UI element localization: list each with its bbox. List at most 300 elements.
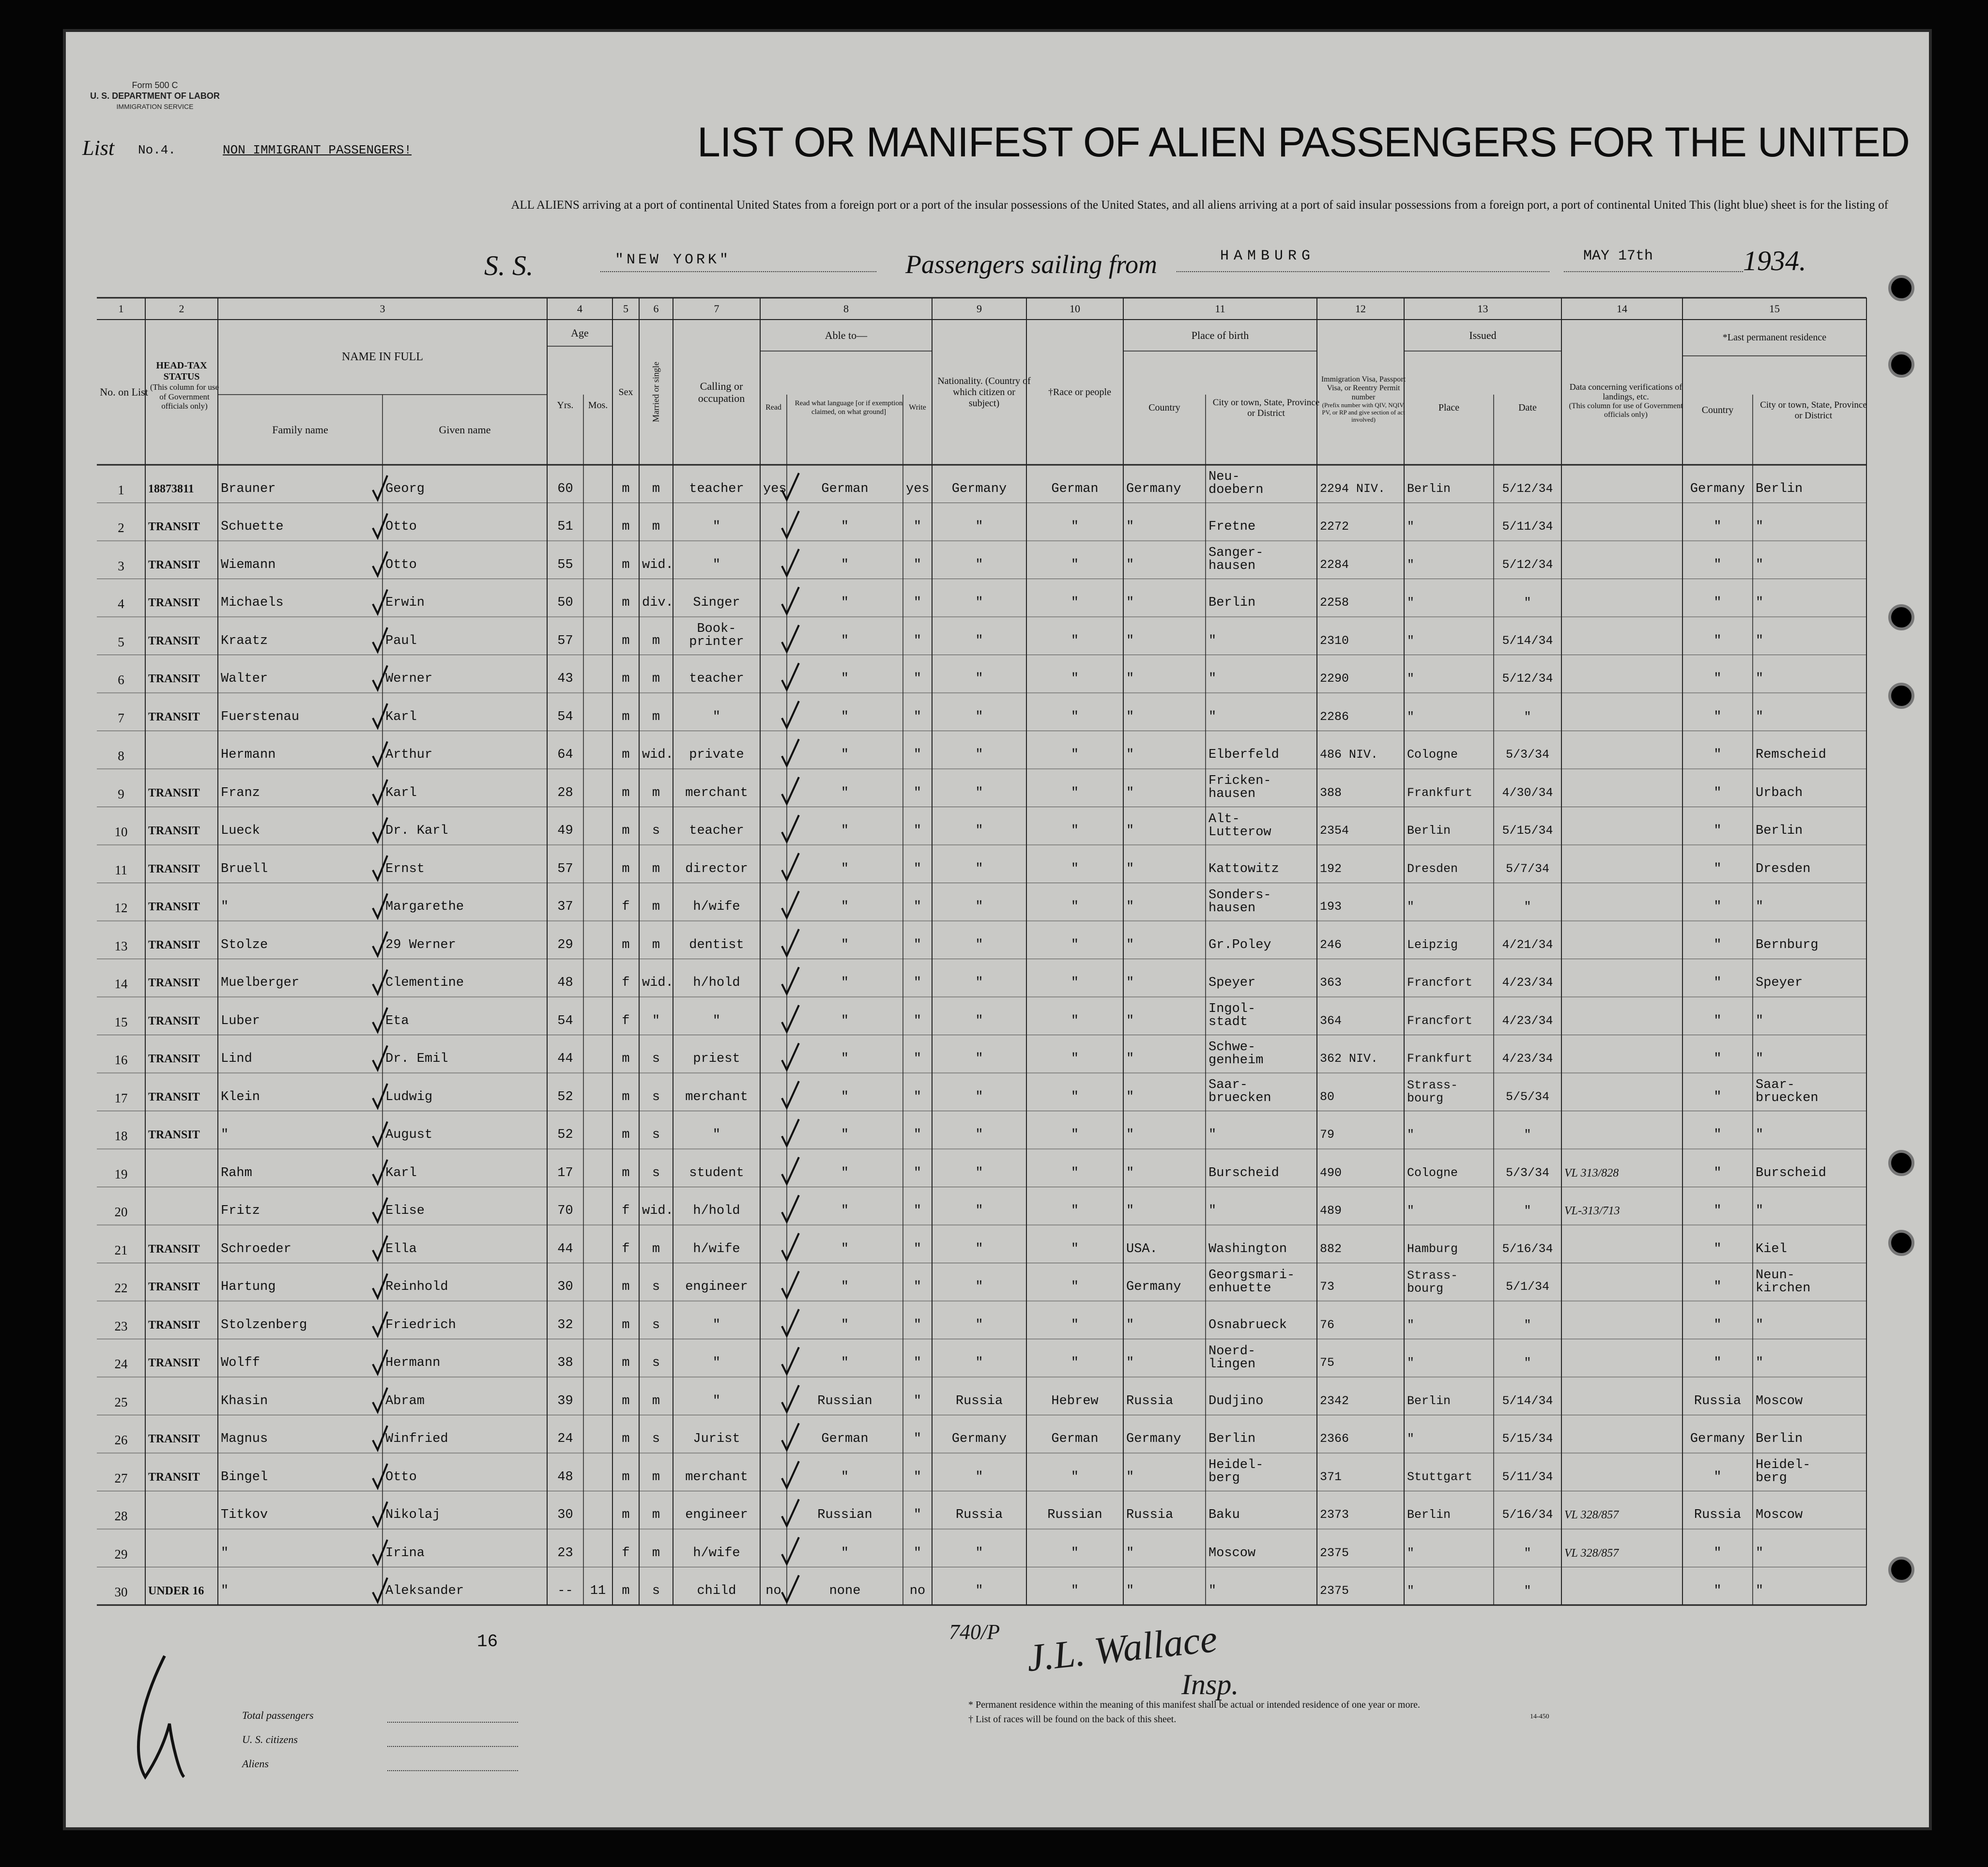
cell-iplace: Dresden — [1407, 861, 1458, 876]
cell-nat: " — [975, 1241, 983, 1256]
cell-occ: h/wife — [693, 1241, 740, 1256]
column-number: 10 — [1070, 302, 1080, 315]
cell-bcity: " — [1208, 633, 1217, 648]
cell-occ: teacher — [689, 481, 744, 496]
cell-visa: 80 — [1320, 1089, 1335, 1104]
column-number: 12 — [1355, 302, 1366, 315]
cell-rcity: Berlin — [1756, 1432, 1803, 1446]
cell-nat: " — [975, 1204, 983, 1218]
cell-race: " — [1070, 1013, 1079, 1028]
cell-bcountry: Germany — [1126, 1280, 1181, 1294]
cell-race: " — [1070, 1241, 1079, 1256]
cell-bcountry: " — [1126, 596, 1134, 610]
cell-visa: 2375 — [1320, 1584, 1349, 1598]
cell-ms: m — [652, 1393, 660, 1408]
column-number: 6 — [653, 302, 659, 315]
cell-nat: " — [975, 976, 983, 990]
cell-sex: m — [622, 785, 630, 800]
cell-rcountry: " — [1713, 1241, 1722, 1256]
cell-lang: Russian — [817, 1508, 872, 1522]
cell-yrs: 39 — [557, 1393, 573, 1408]
cell-tax: TRANSIT — [148, 825, 200, 837]
cell-sex: m — [622, 709, 630, 724]
cell-visa: 486 NIV. — [1320, 748, 1378, 762]
cell-visa: 76 — [1320, 1317, 1335, 1332]
cell-lang: " — [841, 937, 849, 952]
column-number: 1 — [118, 302, 124, 315]
row-number: 11 — [115, 862, 127, 877]
header-years: Yrs. — [557, 400, 574, 411]
cell-idate: 5/12/34 — [1502, 672, 1553, 686]
cell-sex: m — [622, 1508, 630, 1522]
cell-bcity: Moscow — [1208, 1546, 1256, 1561]
header-birth-country: Country — [1148, 402, 1180, 413]
row-number: 24 — [114, 1357, 128, 1371]
cell-given: Werner — [385, 672, 433, 686]
aliens-label: Aliens — [242, 1758, 269, 1770]
cell-sex: m — [622, 481, 630, 496]
cell-lang: " — [841, 1128, 849, 1142]
cell-bcountry: " — [1126, 1089, 1134, 1104]
column-number: 11 — [1215, 302, 1225, 315]
cell-family: Lueck — [221, 824, 260, 838]
header-read-language: Read what language [or if exemption claimed, on what ground] — [795, 399, 903, 416]
cell-idate: " — [1524, 709, 1531, 724]
total-passengers-label: Total passengers — [242, 1709, 314, 1721]
column-number: 15 — [1769, 302, 1780, 315]
row-number: 12 — [114, 901, 128, 915]
binder-hole — [1888, 683, 1914, 709]
cell-iplace: Stuttgart — [1407, 1469, 1473, 1484]
cell-ms: m — [652, 520, 660, 534]
cell-bcountry: " — [1126, 1128, 1134, 1142]
cell-given: Friedrich — [385, 1317, 456, 1332]
cell-bcity: Baku — [1208, 1508, 1240, 1522]
cell-occ: child — [697, 1584, 736, 1598]
header-no-on-list: No. on List — [100, 386, 148, 398]
cell-lang: " — [841, 1013, 849, 1028]
header-race: †Race or people — [1048, 386, 1111, 398]
cell-occ: h/hold — [693, 1204, 740, 1218]
cell-rcountry: " — [1713, 976, 1722, 990]
cell-given: Margarethe — [385, 900, 464, 914]
cell-family: Stolzenberg — [221, 1317, 307, 1332]
cell-bcity: " — [1208, 709, 1217, 724]
cell-ms: wid. — [642, 976, 673, 990]
header-months: Mos. — [588, 400, 608, 411]
cell-family: Fuerstenau — [221, 709, 300, 724]
cell-idate: 5/14/34 — [1502, 1393, 1553, 1408]
cell-nat: " — [975, 1469, 983, 1484]
cell-visa: 73 — [1320, 1280, 1335, 1294]
cell-race: German — [1051, 481, 1099, 496]
cell-rcountry: " — [1713, 1469, 1722, 1484]
cell-yrs: 23 — [557, 1546, 573, 1561]
cell-visa: 388 — [1320, 785, 1342, 800]
cell-lang: " — [841, 709, 849, 724]
cell-write: " — [913, 1317, 922, 1332]
cell-family: " — [221, 1128, 229, 1142]
row-number: 20 — [114, 1205, 128, 1219]
cell-bcity: Osnabrueck — [1208, 1317, 1287, 1332]
cell-bcountry: " — [1126, 1469, 1134, 1484]
cell-visa: 2290 — [1320, 672, 1349, 686]
cell-race: " — [1070, 937, 1079, 952]
cell-family: Wiemann — [221, 557, 276, 572]
cell-visa: 193 — [1320, 900, 1342, 914]
cell-rcity: Neun- kirchen — [1756, 1268, 1811, 1296]
cell-sex: f — [622, 1204, 630, 1218]
cell-rcity: " — [1756, 1013, 1764, 1028]
cell-rcountry: " — [1713, 748, 1722, 762]
row-number: 16 — [114, 1053, 128, 1067]
header-given-name: Given name — [439, 423, 491, 436]
cell-rcity: " — [1756, 557, 1764, 572]
cell-family: Schuette — [221, 520, 284, 534]
cell-sex: m — [622, 633, 630, 648]
cell-ms: " — [652, 1013, 660, 1028]
cell-sex: m — [622, 672, 630, 686]
cell-rcountry: " — [1713, 633, 1722, 648]
cell-idate: " — [1524, 1204, 1531, 1218]
cell-lang: " — [841, 557, 849, 572]
cell-given: Nikolaj — [385, 1508, 441, 1522]
cell-write: " — [913, 672, 922, 686]
inspector-title: Insp. — [1181, 1668, 1239, 1700]
cell-bcountry: Germany — [1126, 481, 1181, 496]
cell-ms: m — [652, 1469, 660, 1484]
cell-iplace: Berlin — [1407, 481, 1451, 496]
cell-rcity: Moscow — [1756, 1393, 1803, 1408]
cell-write: " — [913, 1469, 922, 1484]
row-number: 29 — [114, 1546, 128, 1561]
cell-race: " — [1070, 1280, 1079, 1294]
cell-ver: VL 313/828 — [1564, 1166, 1619, 1179]
cell-yrs: 30 — [557, 1280, 573, 1294]
cell-nat: Germany — [951, 481, 1007, 496]
binder-hole — [1888, 1557, 1914, 1583]
cell-occ: engineer — [685, 1508, 748, 1522]
cell-write: " — [913, 785, 922, 800]
cell-lang: " — [841, 596, 849, 610]
cell-ms: s — [652, 1128, 660, 1142]
cell-nat: " — [975, 1165, 983, 1180]
cell-race: " — [1070, 520, 1079, 534]
row-number: 17 — [114, 1090, 128, 1105]
total-line — [387, 1722, 518, 1723]
cell-race: " — [1070, 1204, 1079, 1218]
header-residence-city: City or town, State, Province or District — [1760, 399, 1867, 421]
cell-race: " — [1070, 976, 1079, 990]
cell-ms: s — [652, 1052, 660, 1066]
cell-write: " — [913, 1432, 922, 1446]
cell-bcity: Speyer — [1208, 976, 1256, 990]
cell-yrs: 55 — [557, 557, 573, 572]
cell-iplace: " — [1407, 557, 1415, 572]
cell-race: " — [1070, 709, 1079, 724]
header-last-residence: *Last permanent residence — [1722, 332, 1827, 343]
cell-iplace: Cologne — [1407, 1165, 1458, 1180]
cell-rcity: Urbach — [1756, 785, 1803, 800]
row-number: 4 — [118, 597, 124, 611]
cell-idate: 5/15/34 — [1502, 824, 1553, 838]
cell-ms: s — [652, 1280, 660, 1294]
ship-name: "NEW YORK" — [615, 252, 732, 268]
cell-idate: 5/7/34 — [1505, 861, 1549, 876]
column-number: 3 — [380, 302, 385, 315]
cell-idate: 4/23/34 — [1502, 1052, 1553, 1066]
cell-idate: 5/12/34 — [1502, 481, 1553, 496]
cell-visa: 2366 — [1320, 1432, 1349, 1446]
binder-hole — [1888, 604, 1914, 630]
cell-family: Kraatz — [221, 633, 268, 648]
cell-family: Wolff — [221, 1356, 260, 1370]
cell-given: Georg — [385, 481, 425, 496]
cell-sex: f — [622, 900, 630, 914]
cell-lang: " — [841, 785, 849, 800]
cell-ms: s — [652, 1584, 660, 1598]
cell-lang: " — [841, 1469, 849, 1484]
cell-iplace: Francfort — [1407, 1013, 1473, 1028]
form-department: U. S. DEPARTMENT OF LABOR — [90, 91, 220, 101]
cell-bcity: Sanger- hausen — [1208, 546, 1264, 573]
cell-rcountry: Russia — [1694, 1393, 1742, 1408]
cell-bcountry: " — [1126, 1584, 1134, 1598]
cell-bcountry: " — [1126, 1204, 1134, 1218]
us-citizens-label: U. S. citizens — [242, 1733, 298, 1745]
cell-given: Paul — [385, 633, 417, 648]
cell-ver: VL-313/713 — [1564, 1205, 1620, 1217]
cell-bcity: Burscheid — [1208, 1165, 1279, 1180]
cell-bcountry: " — [1126, 976, 1134, 990]
cell-rcity: Berlin — [1756, 481, 1803, 496]
cell-iplace: Frankfurt — [1407, 1052, 1473, 1066]
cell-sex: f — [622, 976, 630, 990]
cell-yrs: 48 — [557, 976, 573, 990]
cell-lang: " — [841, 976, 849, 990]
cell-nat: " — [975, 1356, 983, 1370]
cell-rcity: " — [1756, 1356, 1764, 1370]
cell-write: " — [913, 557, 922, 572]
cell-occ: Jurist — [693, 1432, 740, 1446]
row-number: 21 — [114, 1242, 128, 1257]
cell-visa: 2310 — [1320, 633, 1349, 648]
cell-rcountry: " — [1713, 1128, 1722, 1142]
column-number: 8 — [843, 302, 849, 315]
cell-nat: " — [975, 520, 983, 534]
cell-occ: Singer — [693, 596, 740, 610]
cell-idate: " — [1524, 1356, 1531, 1370]
cell-family: Bingel — [221, 1469, 268, 1484]
cell-bcountry: " — [1126, 1052, 1134, 1066]
cell-ms: wid. — [642, 557, 673, 572]
departure-date: MAY 17th — [1583, 248, 1653, 264]
cell-bcity: " — [1208, 1128, 1217, 1142]
cell-sex: f — [622, 1241, 630, 1256]
cell-iplace: Hamburg — [1407, 1241, 1458, 1256]
cell-bcity: Berlin — [1208, 1432, 1256, 1446]
cell-ms: s — [652, 824, 660, 838]
cell-occ: " — [712, 1393, 721, 1408]
cell-race: " — [1070, 633, 1079, 648]
cell-bcountry: Germany — [1126, 1432, 1181, 1446]
cell-occ: " — [712, 709, 721, 724]
cell-visa: 2284 — [1320, 557, 1349, 572]
cell-idate: 5/12/34 — [1502, 557, 1553, 572]
cell-given: Otto — [385, 1469, 417, 1484]
cell-nat: " — [975, 861, 983, 876]
cell-ver: VL 328/857 — [1564, 1546, 1619, 1560]
cell-iplace: " — [1407, 520, 1415, 534]
cell-rcity: " — [1756, 1546, 1764, 1561]
cell-idate: 5/11/34 — [1502, 520, 1553, 534]
cell-lang: none — [829, 1584, 861, 1598]
cell-rcountry: " — [1713, 1089, 1722, 1104]
cell-lang: " — [841, 748, 849, 762]
cell-tax: UNDER 16 — [148, 1585, 204, 1597]
row-number: 13 — [114, 938, 128, 953]
cell-rcity: Kiel — [1756, 1241, 1787, 1256]
cell-write: " — [913, 1128, 922, 1142]
cell-write: " — [913, 937, 922, 952]
cell-rcountry: " — [1713, 861, 1722, 876]
cell-write: " — [913, 1546, 922, 1561]
cell-lang: " — [841, 1317, 849, 1332]
cell-race: " — [1070, 1052, 1079, 1066]
cell-ms: s — [652, 1317, 660, 1332]
row-number: 8 — [118, 749, 124, 763]
cell-family: Klein — [221, 1089, 260, 1104]
header-calling: Calling or occupation — [698, 380, 745, 404]
cell-bcountry: " — [1126, 633, 1134, 648]
cell-write: " — [913, 1241, 922, 1256]
cell-write: " — [913, 1393, 922, 1408]
cell-bcountry: " — [1126, 557, 1134, 572]
row-number: 23 — [114, 1318, 128, 1333]
cell-visa: 2373 — [1320, 1508, 1349, 1522]
cell-family: Schroeder — [221, 1241, 291, 1256]
cell-write: no — [909, 1584, 926, 1598]
cell-ms: m — [652, 672, 660, 686]
cell-nat: " — [975, 557, 983, 572]
cell-family: Stolze — [221, 937, 268, 952]
row-number: 3 — [118, 558, 124, 573]
cell-family: Magnus — [221, 1432, 268, 1446]
cell-yrs: 48 — [557, 1469, 573, 1484]
cell-lang: " — [841, 1204, 849, 1218]
cell-iplace: Frankfurt — [1407, 785, 1473, 800]
header-able-to: Able to— — [825, 329, 868, 341]
cell-bcountry: " — [1126, 900, 1134, 914]
cell-rcountry: " — [1713, 937, 1722, 952]
header-head-tax: HEAD-TAX STATUS — [156, 360, 207, 382]
cell-yrs: 44 — [557, 1052, 573, 1066]
cell-tax: TRANSIT — [148, 901, 200, 913]
ss-label: S. S. — [484, 250, 534, 281]
cell-bcity: " — [1208, 672, 1217, 686]
cell-visa: 363 — [1320, 976, 1342, 990]
cell-idate: " — [1524, 1128, 1531, 1142]
cell-write: " — [913, 748, 922, 762]
cell-rcountry: " — [1713, 1052, 1722, 1066]
form-code: 14-450 — [1530, 1713, 1549, 1720]
cell-family: " — [221, 1546, 229, 1561]
cell-given: Dr. Karl — [385, 824, 448, 838]
cell-race: " — [1070, 900, 1079, 914]
cell-tax: TRANSIT — [148, 558, 200, 571]
cell-bcity: Fretne — [1208, 520, 1256, 534]
cell-given: Dr. Emil — [385, 1052, 448, 1066]
cell-given: Abram — [385, 1393, 425, 1408]
cell-rcity: " — [1756, 520, 1764, 534]
cell-ms: m — [652, 785, 660, 800]
cell-idate: " — [1524, 1317, 1531, 1332]
cell-idate: 4/23/34 — [1502, 976, 1553, 990]
cell-occ: " — [712, 557, 721, 572]
cell-nat: " — [975, 785, 983, 800]
cell-lang: " — [841, 824, 849, 838]
cell-rcity: " — [1756, 672, 1764, 686]
cell-rcountry: " — [1713, 1165, 1722, 1180]
cell-tax: TRANSIT — [148, 1090, 200, 1103]
header-residence-country: Country — [1701, 405, 1734, 415]
cell-race: " — [1070, 1356, 1079, 1370]
cell-sex: m — [622, 824, 630, 838]
cell-idate: 5/3/34 — [1505, 748, 1549, 762]
cell-idate: 4/21/34 — [1502, 937, 1553, 952]
cell-given: Eta — [385, 1013, 409, 1028]
cell-bcity: Alt- Lutterow — [1208, 811, 1271, 840]
cell-ms: m — [652, 1546, 660, 1561]
cell-visa: 2294 NIV. — [1320, 481, 1386, 496]
binder-hole — [1888, 352, 1914, 378]
cell-given: Reinhold — [385, 1280, 448, 1294]
list-type: NON IMMIGRANT PASSENGERS! — [223, 143, 412, 157]
binder-hole — [1888, 1230, 1914, 1256]
cell-tax: TRANSIT — [148, 710, 200, 723]
cell-iplace: " — [1407, 1204, 1415, 1218]
cell-bcountry: " — [1126, 1546, 1134, 1561]
cell-write: " — [913, 1204, 922, 1218]
handwritten-annotation: 740/P — [949, 1620, 1000, 1644]
cell-rcountry: " — [1713, 1546, 1722, 1561]
cell-iplace: Berlin — [1407, 1393, 1451, 1408]
cell-rcountry: " — [1713, 1013, 1722, 1028]
column-number: 2 — [179, 302, 184, 315]
cell-sex: m — [622, 1432, 630, 1446]
header-place-of-birth: Place of birth — [1191, 329, 1249, 341]
cell-ms: m — [652, 1241, 660, 1256]
cell-bcountry: " — [1126, 709, 1134, 724]
cell-yrs: 52 — [557, 1089, 573, 1104]
cell-rcountry: " — [1713, 557, 1722, 572]
cell-lang: Russian — [817, 1393, 872, 1408]
cell-idate: 5/5/34 — [1505, 1089, 1549, 1104]
cell-yrs: 43 — [557, 672, 573, 686]
cell-rcity: Heidel- berg — [1756, 1458, 1811, 1485]
cell-bcountry: " — [1126, 785, 1134, 800]
cell-nat: Germany — [951, 1432, 1007, 1446]
cell-nat: " — [975, 596, 983, 610]
cell-write: " — [913, 633, 922, 648]
cell-tax: TRANSIT — [148, 520, 200, 533]
cell-occ: " — [712, 1128, 721, 1142]
cell-nat: " — [975, 937, 983, 952]
row-number: 30 — [114, 1585, 128, 1599]
cell-rcity: " — [1756, 1317, 1764, 1332]
column-number: 7 — [714, 302, 719, 315]
cell-family: Luber — [221, 1013, 260, 1028]
